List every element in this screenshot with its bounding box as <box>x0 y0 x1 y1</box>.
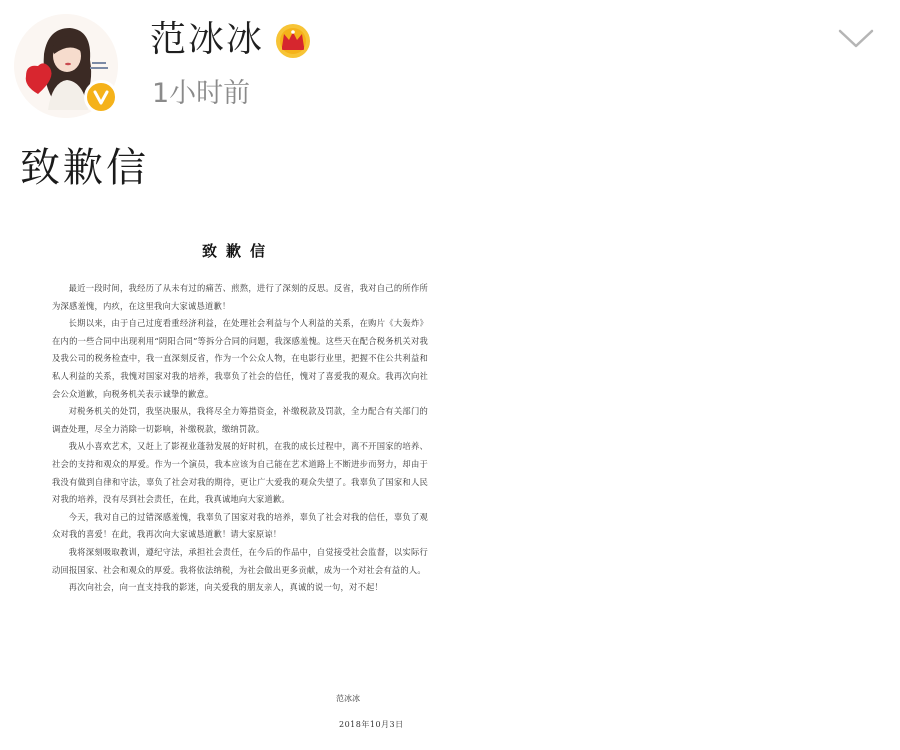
letter-paragraph: 今天，我对自己的过错深感羞愧，我辜负了国家对我的培养，辜负了社会对我的信任，辜负了观众对我的喜爱！在此，我再次向大家诚恳道歉！请大家原谅！ <box>52 511 428 540</box>
letter-date: 2018年10月3日 <box>339 720 404 729</box>
post-timestamp: 1小时前 <box>152 78 251 109</box>
letter-signature: 范冰冰 <box>336 694 360 703</box>
letter-paragraph: 我将深刻吸取教训，遵纪守法，承担社会责任，在今后的作品中，自觉接受社会监督，以实际行动回报国家、社会和观众的厚爱。我将依法纳税，为社会做出更多贡献，成为一个对社会有益的人。 <box>52 546 428 575</box>
letter-body <box>52 280 428 597</box>
letter-paragraph: 再次向社会，向一直支持我的影迷，向关爱我的朋友亲人，真诚的说一句，对不起！ <box>68 582 383 593</box>
crown-icon[interactable] <box>274 22 312 60</box>
verified-badge-icon <box>84 80 118 114</box>
letter-paragraph: 最近一段时间，我经历了从未有过的痛苦、煎熬，进行了深刻的反思。反省，我对自己的所作所为深感羞愧，内疚，在这里我向大家诚恳道歉！ <box>52 283 428 311</box>
letter-paragraph: 长期以来，由于自己过度看重经济利益，在处理社会利益与个人利益的关系，在购片《大轰炸》在内的一些合同中出现利用“阴阳合同”等拆分合同的问题，我深感羞愧。这些天在配合税务机关对我及我公司的税务检查中，我一直深刻反省，作为一个公众人物，在电影行业里，把握不住公共利益和私人利益的关系，我愧对国家对我的培养，我辜负了社会的信任，愧对了喜爱我的观众。我再次向社会公众道歉，向税务机关表示诚挚的歉意。 <box>52 318 428 399</box>
letter-title: 致歉信 <box>201 242 274 260</box>
chevron-down-icon[interactable] <box>836 26 876 52</box>
post-text: 致歉信 <box>20 145 149 191</box>
letter-paragraph: 对税务机关的处罚，我坚决服从，我将尽全力筹措资金，补缴税款及罚款，全力配合有关部门的调查处理，尽全力消除一切影响，补缴税款，缴纳罚款。 <box>52 406 428 434</box>
apology-letter-image[interactable] <box>42 222 434 738</box>
username[interactable]: 范冰冰 <box>150 19 265 60</box>
letter-paragraph: 我从小喜欢艺术，又赶上了影视业蓬勃发展的好时机，在我的成长过程中，离不开国家的培养、社会的支持和观众的厚爱。作为一个演员，我本应该为自己能在艺术道路上不断进步而努力，却由于我没有做到自律和守法，辜负了社会对我的期待，更让广大爱我的观众失望了。我辜负了国家和人民对我的培养，没有尽到社会责任，在此，我真诚地向大家道歉。 <box>52 441 428 505</box>
